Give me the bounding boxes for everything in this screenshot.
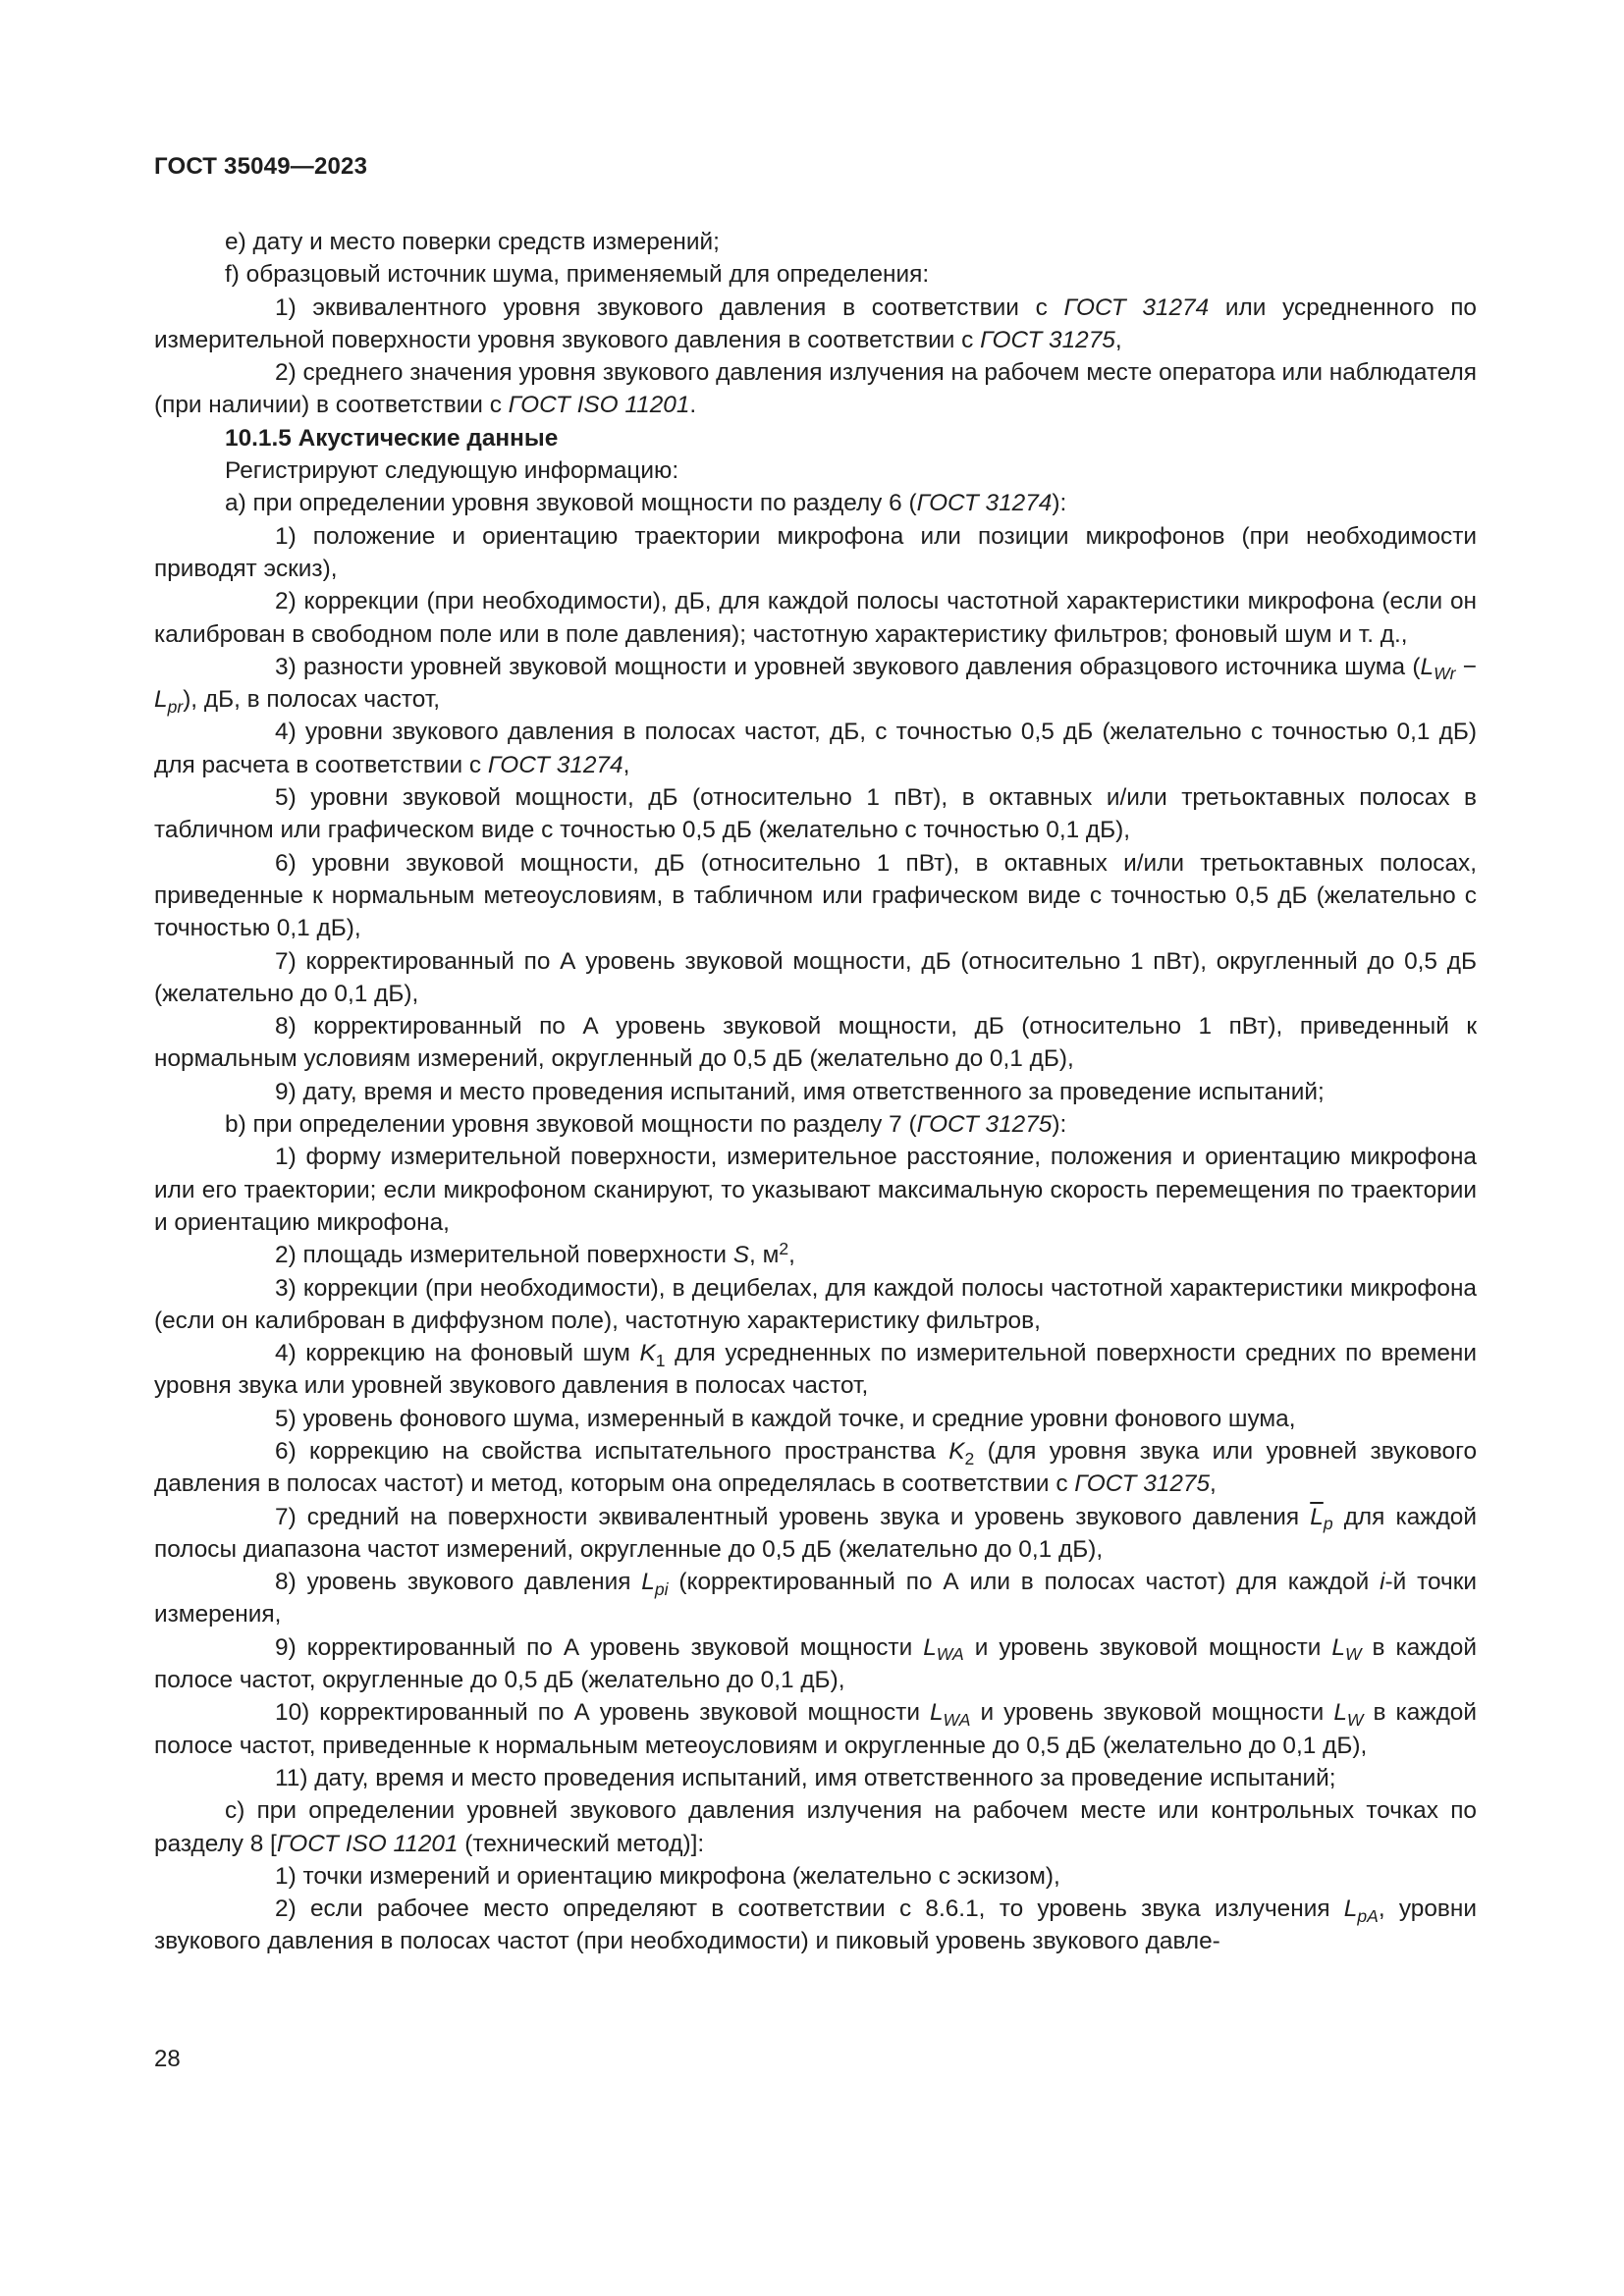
standard-reference: ГОСТ ISO 11201 [276, 1830, 459, 1857]
page-number: 28 [154, 2046, 181, 2072]
item-f: f) образцовый источник шума, применяемый для определения: [225, 261, 930, 289]
register-intro: Регистрируют следующую информацию: [225, 457, 679, 485]
item-b2: 2) площадь измерительной поверхности S, $м^2$, [275, 1239, 795, 1269]
item-b6: 6) коррекцию на свойства испытательного пространства $K_2$ (для уровня звука или уровней звукового давления в полосах частот) и метод, которым она определялась в соответствии с ГОСТ 31275, [154, 1437, 1478, 1498]
item-a2: 2) коррекции (при необходимости), дБ, для каждой полосы частотной характеристики микрофона (если он калиброван в свободном поле или в поле давления); частотную характеристику фильтров; фоновый шум и т. д., [154, 588, 1477, 648]
standard-reference: ГОСТ ISO 11201 [508, 392, 690, 419]
section-heading: 10.1.5 Акустические данные [225, 424, 559, 452]
item-b5: 5) уровень фонового шума, измеренный в каждой точке, и средние уровни фонового шума, [275, 1405, 1296, 1432]
item-f1: 1) эквивалентного уровня звукового давления в соответствии с ГОСТ 31274 или усредненного по измерительной поверхности уровня звукового давления в соответствии с ГОСТ 31275, [154, 294, 1477, 353]
standard-reference: ГОСТ 31274 [916, 490, 1053, 517]
item-c1: 1) точки измерений и ориентацию микрофона (желательно с эскизом), [275, 1862, 1060, 1890]
item-a7: 7) корректированный по А уровень звуковой мощности, дБ (относительно 1 пВт), округленный до 0,5 дБ (желательно до 0,1 дБ), [154, 947, 1477, 1007]
item-a1: 1) положение и ориентацию траектории микрофона или позиции микрофонов (при необходимости приводят эскиз), [154, 522, 1477, 582]
item-a9: 9) дату, время и место проведения испытаний, имя ответственного за проведение испытаний; [275, 1078, 1325, 1105]
item-a8: 8) корректированный по А уровень звуковой мощности, дБ (относительно 1 пВт), приведенный к нормальным условиям измерений, округленный до 0,5 дБ (желательно до 0,1 дБ), [154, 1013, 1477, 1073]
item-b4: 4) коррекцию на фоновый шум $K_1$ для усредненных по измерительной поверхности средних по времени уровня звука или уровней звукового давления в полосах частот, [154, 1340, 1478, 1400]
document-header: ГОСТ 35049—2023 [154, 153, 368, 180]
standard-reference: ГОСТ 31274 [487, 751, 623, 778]
item-a: a) при определении уровня звуковой мощности по разделу 6 (ГОСТ 31274): [225, 490, 1067, 517]
document-body [154, 226, 1477, 1958]
standard-reference: ГОСТ 31275 [916, 1111, 1053, 1139]
item-c2: 2) если рабочее место определяют в соответствии с 8.6.1, то уровень звука излучения $L_{pA}$, уровни звукового давления в полосах частот (при необходимости) и пиковый уровень звукового давле- [154, 1896, 1477, 1955]
item-b3: 3) коррекции (при необходимости), в децибелах, для каждой полосы частотной характеристики микрофона (если он калиброван в диффузном поле), частотную характеристику фильтров, [154, 1274, 1477, 1334]
item-b8: 8) уровень звукового давления $L_{pi}$ (корректированный по А или в полосах частот) для каждой i-й точки измерения, [154, 1569, 1478, 1629]
item-b9: 9) корректированный по А уровень звуковой мощности $L_{WA}$ и уровень звуковой мощности $L_W$ в каждой полосе частот, округленные до 0,5 дБ (желательно до 0,1 дБ), [154, 1633, 1477, 1694]
standard-reference: ГОСТ 31275 [980, 326, 1115, 353]
item-b10: 10) корректированный по А уровень звуковой мощности $L_{WA}$ и уровень звуковой мощности $L_W$ в каждой полосе частот, приведенные к нормальным метеоусловиям и округленные до 0,5 дБ (желательно до 0,1 дБ), [154, 1699, 1477, 1759]
standard-reference: ГОСТ 31275 [1074, 1470, 1211, 1498]
item-a5: 5) уровни звуковой мощности, дБ (относительно 1 пВт), в октавных и/или третьоктавных полосах в табличном или графическом виде с точностью 0,5 дБ (желательно с точностью 0,1 дБ), [154, 784, 1477, 844]
item-a6: 6) уровни звуковой мощности, дБ (относительно 1 пВт), в октавных и/или третьоктавных полосах, приведенные к нормальным метеоусловиям, в табличном или графическом виде с точностью 0,5 дБ (желательно с точностью 0,1 дБ), [154, 849, 1477, 942]
item-e: e) дату и место поверки средств измерений; [225, 229, 720, 255]
item-b11: 11) дату, время и место проведения испытаний, имя ответственного за проведение испытаний; [275, 1764, 1336, 1791]
item-b7: 7) средний на поверхности эквивалентный уровень звука и уровень звукового давления $\overline{L}_p$ для каждой полосы диапазона частот измерений, округленные до 0,5 дБ (желательно до 0,1 дБ), [154, 1503, 1477, 1563]
item-a3: 3) разности уровней звуковой мощности и уровней звукового давления образцового источника шума $(L_{Wr} - L_{pr})$, дБ, в полосах частот, [154, 653, 1477, 717]
item-c: c) при определении уровней звукового давления излучения на рабочем месте или контрольных точках по разделу 8 [ГОСТ ISO 11201 (технический метод)]: [154, 1797, 1477, 1857]
standard-reference: ГОСТ 31274 [1063, 294, 1210, 321]
item-b1: 1) форму измерительной поверхности, измерительное расстояние, положения и ориентацию микрофона или его траектории; если микрофоном сканируют, то указывают максимальную скорость перемещения по траектории и ориентацию микрофона, [154, 1144, 1477, 1236]
item-f2: 2) среднего значения уровня звукового давления излучения на рабочем месте оператора или наблюдателя (при наличии) в соответствии с ГОСТ ISO 11201. [154, 359, 1477, 419]
item-a4: 4) уровни звукового давления в полосах частот, дБ, с точностью 0,5 дБ (желательно с точностью 0,1 дБ) для расчета в соответствии с ГОСТ 31274, [154, 719, 1477, 778]
item-b: b) при определении уровня звуковой мощности по разделу 7 (ГОСТ 31275): [225, 1111, 1067, 1139]
